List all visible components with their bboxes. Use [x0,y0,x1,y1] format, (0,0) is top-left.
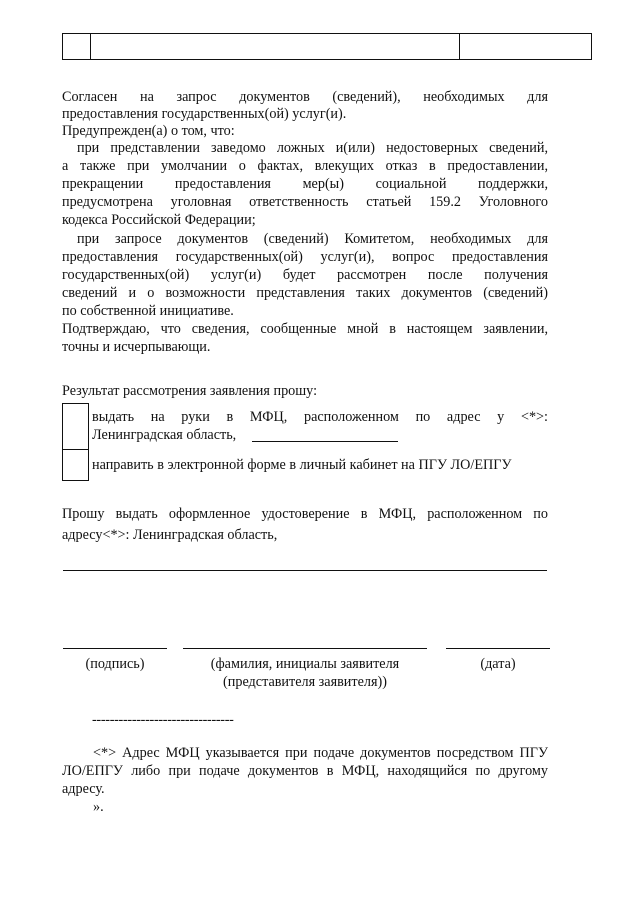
issue-line-1: Прошу выдать оформленное удостоверение в МФЦ, расположенном по [62,506,548,522]
warning-p2-line: предоставления государственных(ой) услуг(и), вопрос предоставления [62,249,548,265]
option-pickup-address-label: Ленинградская область, [92,427,237,443]
date-field[interactable] [446,648,550,649]
warning-heading: Предупрежден(а) о том, что: [62,123,235,139]
issue-address-field[interactable] [63,570,547,571]
pickup-address-field[interactable] [252,441,398,442]
table-cell-divider [90,34,91,59]
warning-p2-line: сведений и о возможности представления таких документов (сведений) [62,285,548,301]
confirm-line-1: Подтверждаю, что сведения, сообщенные мной в настоящем заявлении, [62,321,548,337]
applicant-name-caption-2: (представителя заявителя)) [223,674,387,690]
signature-caption: (подпись) [85,656,145,672]
consent-line-1: Согласен на запрос документов (сведений), необходимых для [62,89,548,105]
date-caption: (дата) [480,656,516,672]
consent-line-2: предоставления государственных(ой) услуг(и). [62,106,347,122]
table-cell-divider [459,34,460,59]
option-pickup-label: выдать на руки в МФЦ, расположенном по адрес у <*>: [92,409,548,425]
issue-line-2: адресу<*>: Ленинградская область, [62,527,278,543]
footnote-separator: -------------------------------- [92,712,234,728]
footnote-closing: ». [93,799,104,815]
applicant-name-caption-1: (фамилия, инициалы заявителя [210,656,400,672]
footnote-line-2: ЛО/ЕПГУ либо при подаче документов в МФЦ, находящийся по другому [62,763,548,779]
confirm-line-2: точны и исчерпывающи. [62,339,211,355]
result-heading: Результат рассмотрения заявления прошу: [62,383,318,399]
warning-p1-line: прекращении предоставления мер(ы) социальной поддержки, [62,176,548,192]
option-pickup-checkbox[interactable] [62,403,89,450]
warning-p1-line: а также при умолчании о фактах, влекущих отказ в предоставлении, [62,158,548,174]
warning-p1-line: предусмотрена уголовная ответственность статьей 159.2 Уголовного [62,194,548,210]
warning-p1-line: кодекса Российской Федерации; [62,212,256,228]
option-electronic-label: направить в электронной форме в личный кабинет на ПГУ ЛО/ЕПГУ [92,457,512,473]
header-table-row [62,33,592,60]
option-electronic-checkbox[interactable] [62,449,89,481]
footnote-line-1: <*> Адрес МФЦ указывается при подаче документов посредством ПГУ [93,745,548,761]
warning-p1-line: при представлении заведомо ложных и(или) недостоверных сведений, [77,140,548,156]
applicant-name-field[interactable] [183,648,427,649]
warning-p2-line: при запросе документов (сведений) Комитетом, необходимых для [77,231,548,247]
footnote-line-3: адресу. [62,781,105,797]
signature-field[interactable] [63,648,167,649]
warning-p2-line: государственных(ой) услуг(и) будет рассмотрен после получения [62,267,548,283]
warning-p2-line: по собственной инициативе. [62,303,234,319]
